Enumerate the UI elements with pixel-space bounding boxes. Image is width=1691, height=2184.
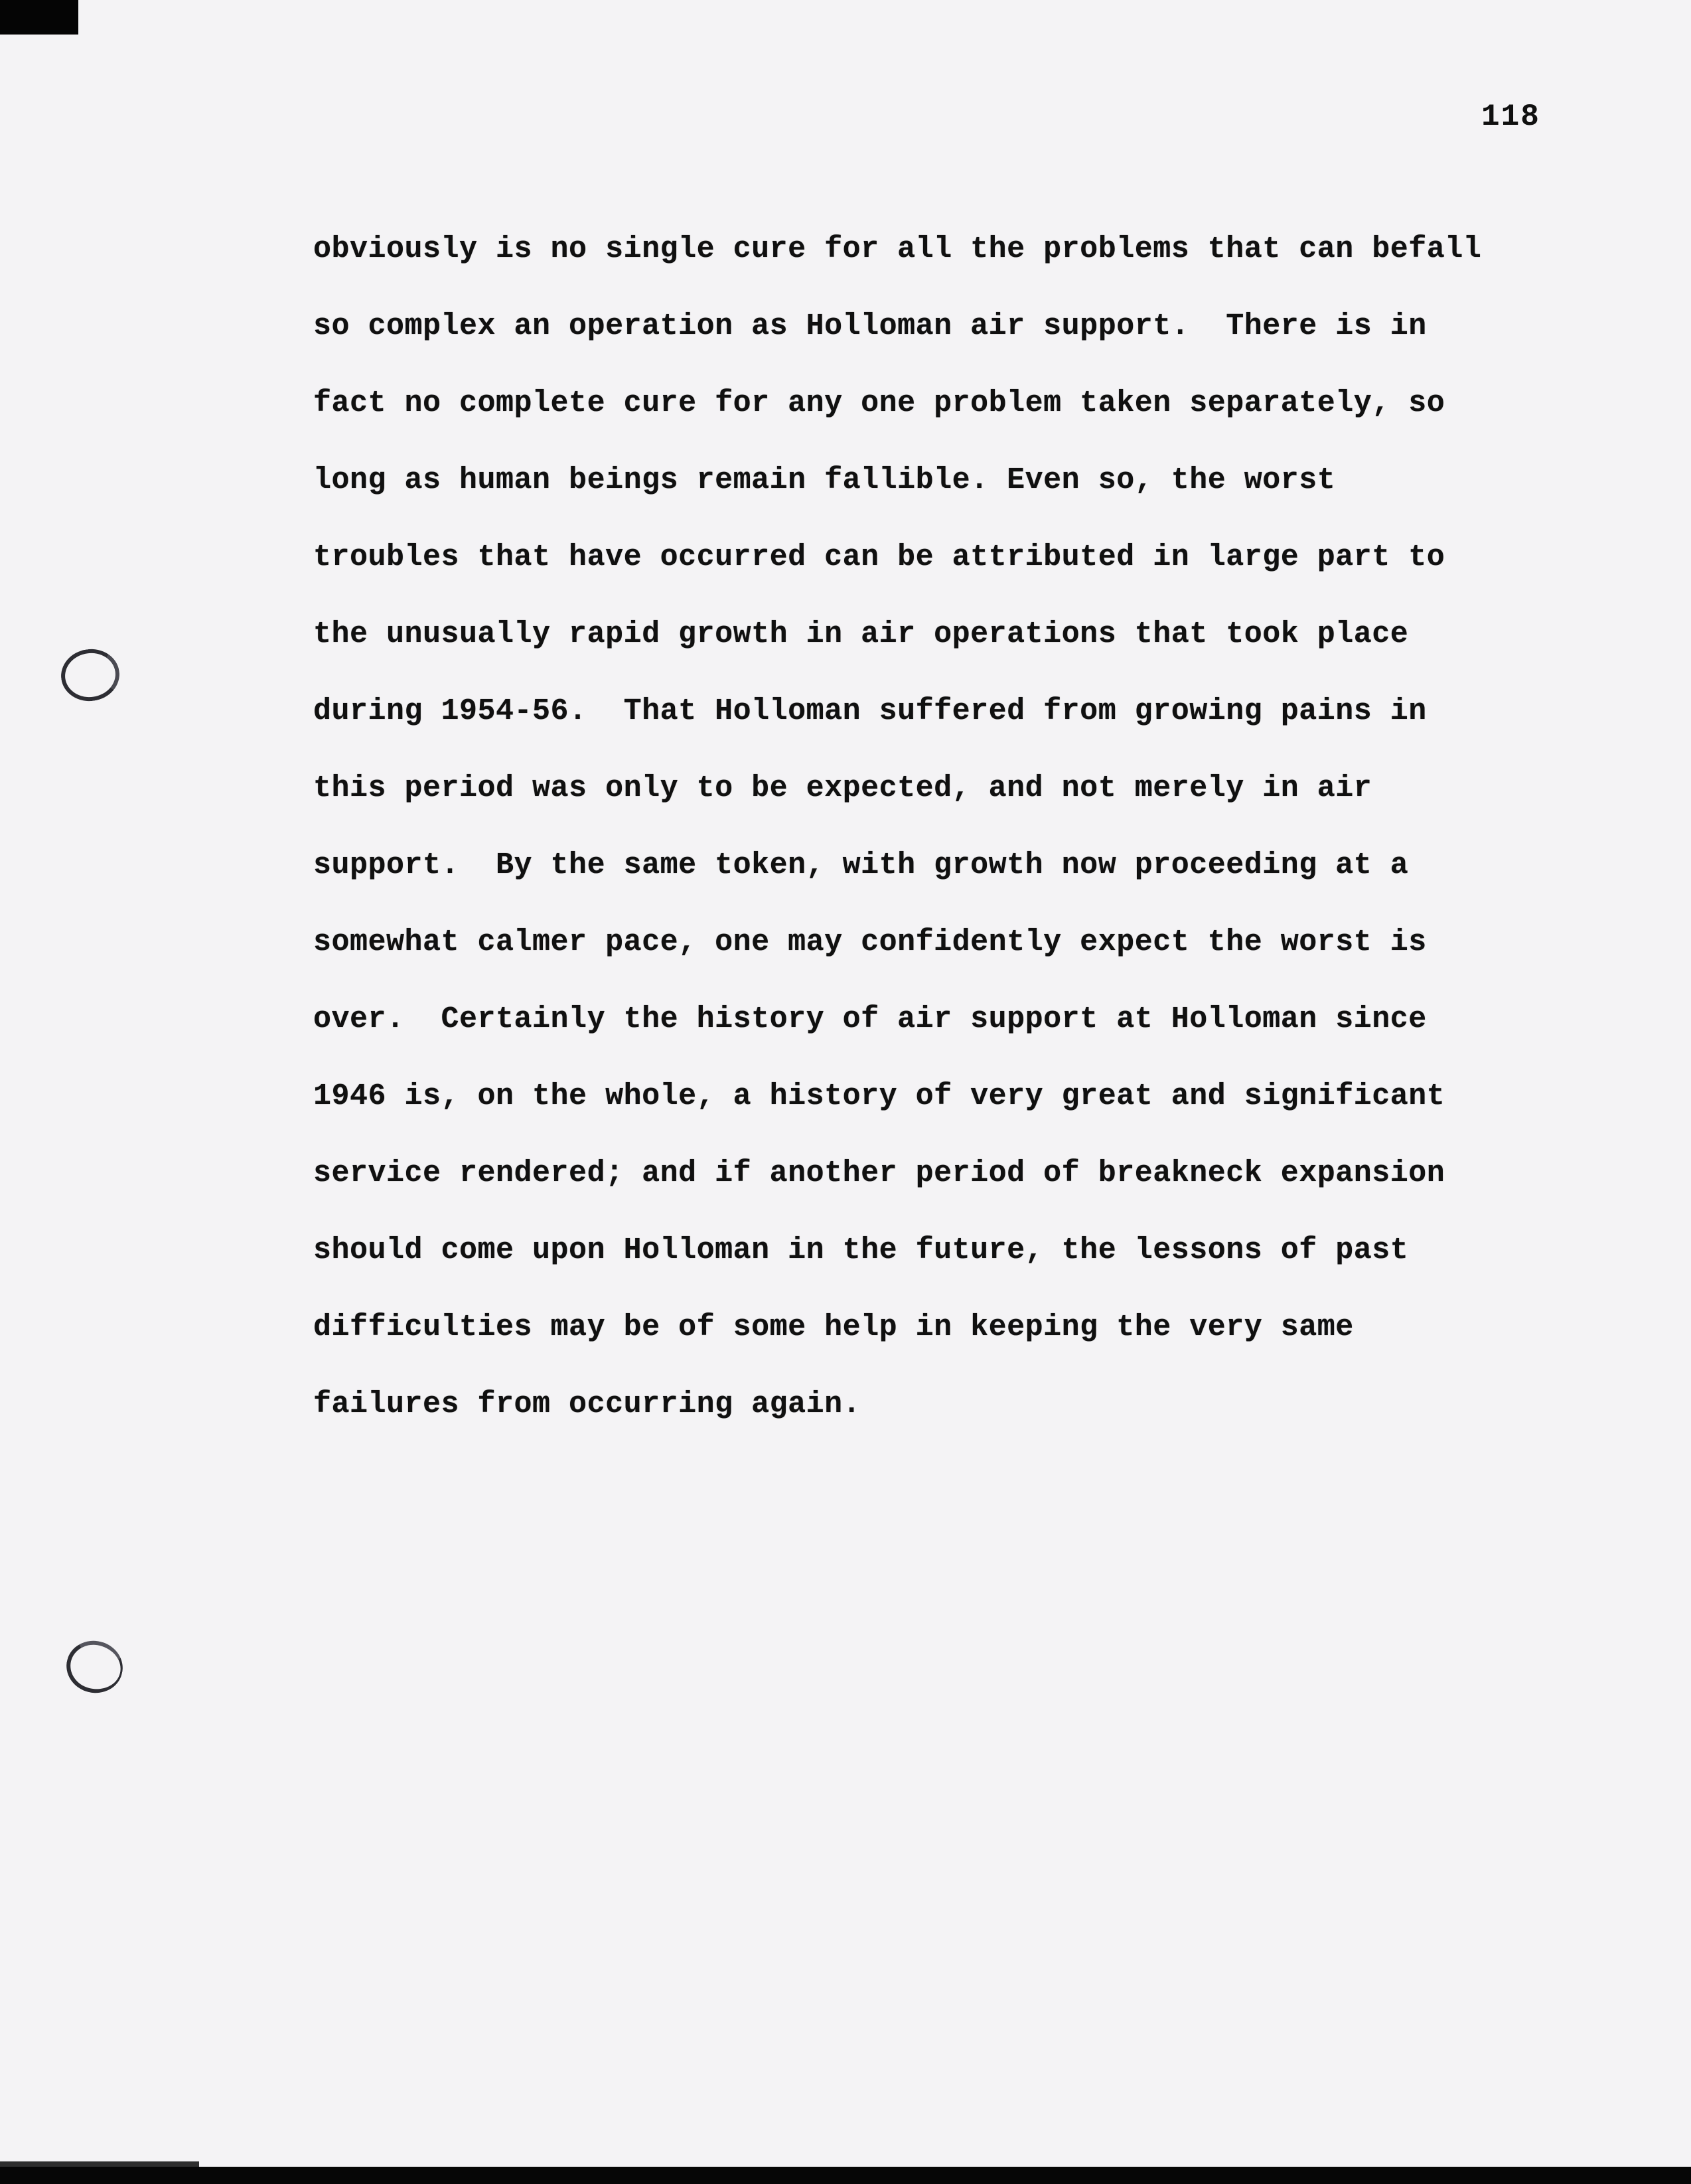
text-line: the unusually rapid growth in air operations that took place [313, 617, 1409, 651]
text-line: troubles that have occurred can be attributed in large part to [313, 540, 1445, 574]
page-number: 118 [1481, 100, 1540, 134]
scan-artifact-top-left [0, 0, 78, 35]
text-line: 1946 is, on the whole, a history of very great and significant [313, 1079, 1445, 1113]
scan-artifact-bottom-edge [0, 2167, 1691, 2184]
hole-punch-lower [61, 1635, 128, 1699]
text-line: so complex an operation as Holloman air support. There is in [313, 309, 1427, 343]
text-line: somewhat calmer pace, one may confidently expect the worst is [313, 925, 1427, 959]
paragraph-block [313, 211, 1561, 1443]
text-line: over. Certainly the history of air support at Holloman since [313, 1002, 1427, 1036]
text-line: long as human beings remain fallible. Even so, the worst [313, 463, 1336, 497]
text-line: service rendered; and if another period of breakneck expansion [313, 1156, 1445, 1190]
text-line: should come upon Holloman in the future, the lessons of past [313, 1233, 1409, 1267]
text-line: failures from occurring again. [313, 1387, 861, 1421]
text-line: fact no complete cure for any one problem taken separately, so [313, 386, 1445, 420]
text-line: during 1954-56. That Holloman suffered from growing pains in [313, 694, 1427, 728]
text-line: support. By the same token, with growth now proceeding at a [313, 848, 1409, 882]
hole-punch-upper [58, 645, 123, 704]
text-line: this period was only to be expected, and not merely in air [313, 771, 1372, 805]
text-line: obviously is no single cure for all the problems that can befall [313, 232, 1482, 266]
text-line: difficulties may be of some help in keeping the very same [313, 1310, 1354, 1344]
